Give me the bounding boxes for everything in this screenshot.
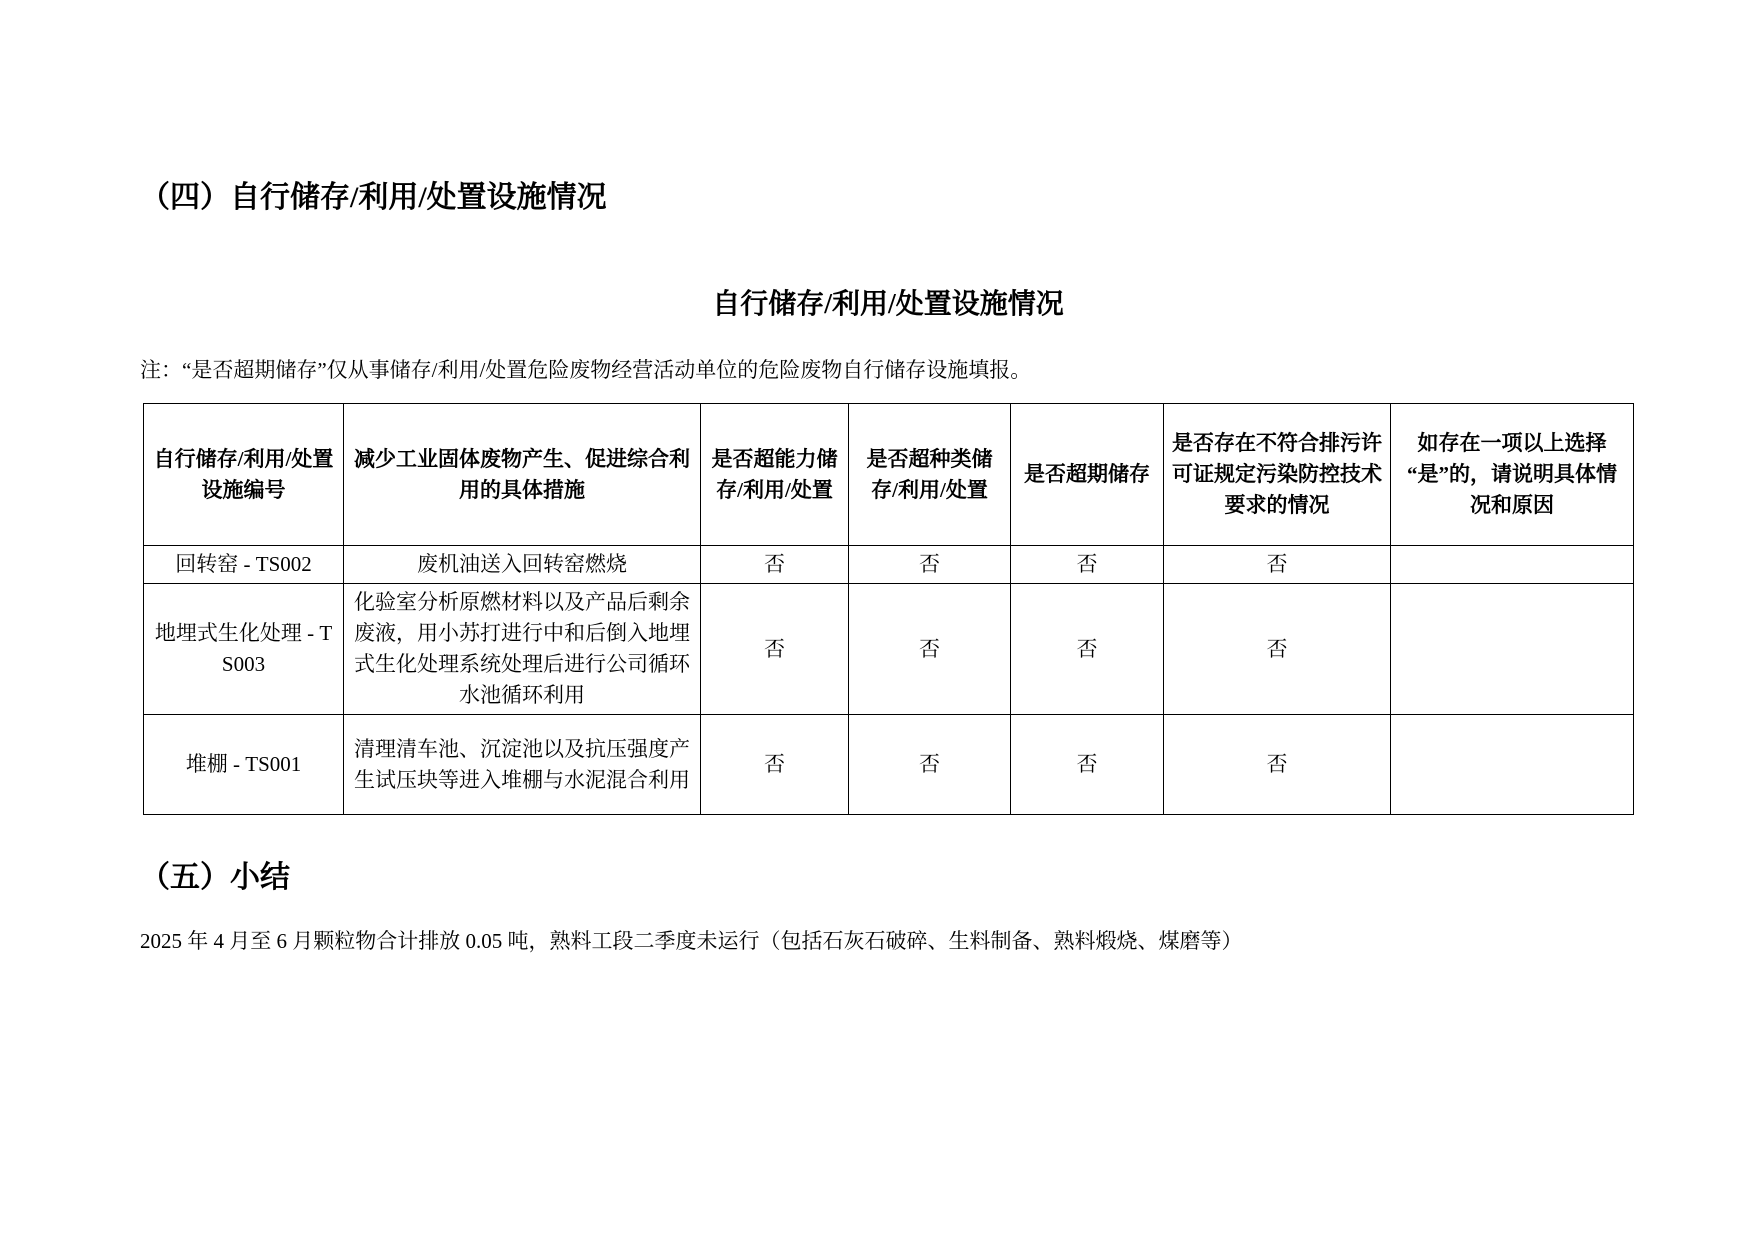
- cell-over-capacity: 否: [701, 546, 849, 584]
- cell-facility-id: 堆棚 - TS001: [144, 715, 344, 815]
- cell-over-capacity: 否: [701, 584, 849, 715]
- cell-measures: 化验室分析原燃材料以及产品后剩余废液，用小苏打进行中和后倒入地埋式生化处理系统处理后进行公司循环水池循环利用: [344, 584, 701, 715]
- section-4-heading: （四）自行储存/利用/处置设施情况: [140, 181, 607, 214]
- cell-over-capacity: 否: [701, 715, 849, 815]
- cell-over-type: 否: [849, 584, 1011, 715]
- cell-non-compliance: 否: [1164, 715, 1391, 815]
- cell-over-type: 否: [849, 546, 1011, 584]
- cell-facility-id: 回转窑 - TS002: [144, 546, 344, 584]
- col-header-explanation: 如存在一项以上选择“是”的，请说明具体情况和原因: [1391, 404, 1634, 546]
- cell-explanation: [1391, 584, 1634, 715]
- cell-non-compliance: 否: [1164, 546, 1391, 584]
- col-header-facility-id: 自行储存/利用/处置设施编号: [144, 404, 344, 546]
- col-header-over-type: 是否超种类储存/利用/处置: [849, 404, 1011, 546]
- col-header-overdue-storage: 是否超期储存: [1011, 404, 1164, 546]
- col-header-non-compliance: 是否存在不符合排污许可证规定污染防控技术要求的情况: [1164, 404, 1391, 546]
- cell-overdue-storage: 否: [1011, 546, 1164, 584]
- section-5-heading: （五）小结: [140, 861, 290, 894]
- col-header-over-capacity: 是否超能力储存/利用/处置: [701, 404, 849, 546]
- table-note: 注：“是否超期储存”仅从事储存/利用/处置危险废物经营活动单位的危险废物自行储存设施填报。: [140, 358, 1032, 382]
- col-header-measures: 减少工业固体废物产生、促进综合利用的具体措施: [344, 404, 701, 546]
- cell-measures: 废机油送入回转窑燃烧: [344, 546, 701, 584]
- cell-explanation: [1391, 546, 1634, 584]
- cell-explanation: [1391, 715, 1634, 815]
- cell-overdue-storage: 否: [1011, 715, 1164, 815]
- table-row: [144, 546, 1634, 584]
- cell-over-type: 否: [849, 715, 1011, 815]
- cell-overdue-storage: 否: [1011, 584, 1164, 715]
- table-header-row: [144, 404, 1634, 546]
- summary-paragraph: 2025 年 4 月至 6 月颗粒物合计排放 0.05 吨，熟料工段二季度未运行（包括石灰石破碎、生料制备、熟料煅烧、煤磨等）: [140, 929, 1243, 953]
- table-row: [144, 715, 1634, 815]
- cell-non-compliance: 否: [1164, 584, 1391, 715]
- cell-measures: 清理清车池、沉淀池以及抗压强度产生试压块等进入堆棚与水泥混合利用: [344, 715, 701, 815]
- table-title: 自行储存/利用/处置设施情况: [712, 289, 1064, 320]
- table-row: [144, 584, 1634, 715]
- cell-facility-id: 地埋式生化处理 - TS003: [144, 584, 344, 715]
- facilities-table: [143, 403, 1634, 815]
